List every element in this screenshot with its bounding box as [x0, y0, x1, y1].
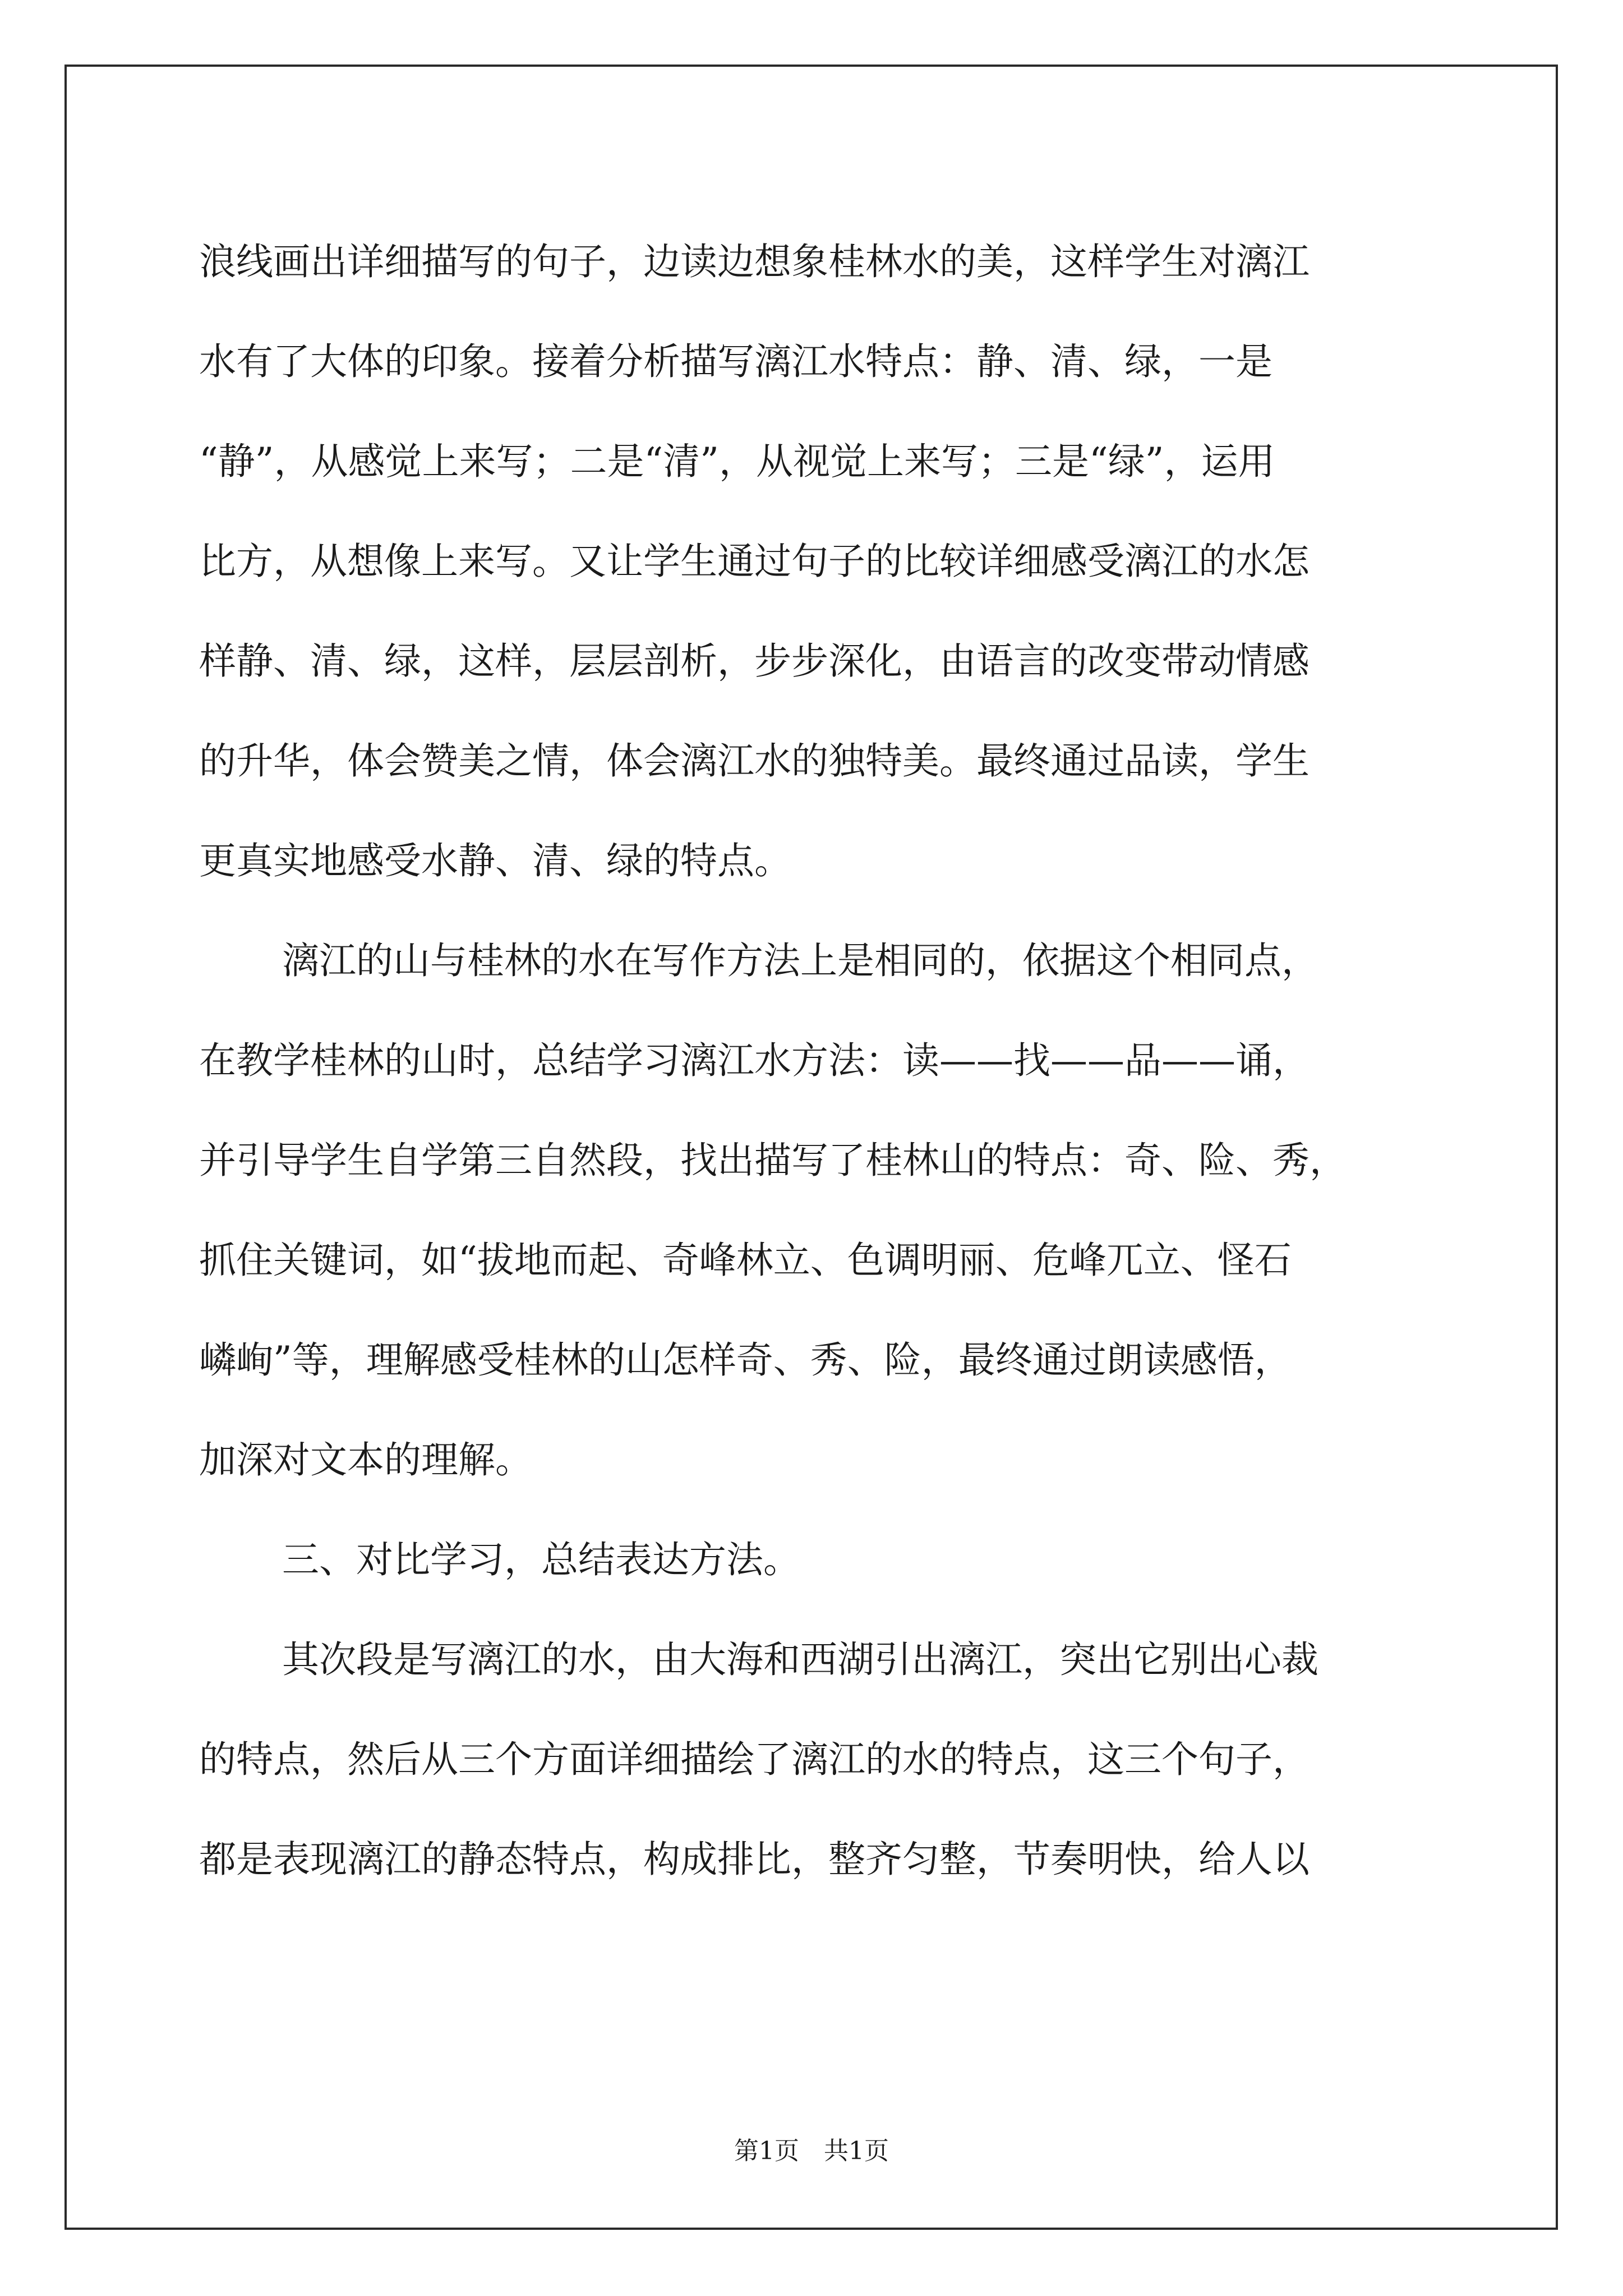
text-line: 比方，从想像上来写。又让学生通过句子的比较详细感受漓江的水怎: [199, 540, 1310, 583]
text-line: 都是表现漓江的静态特点，构成排比，整齐匀整，节奏明快，给人以: [199, 1838, 1310, 1881]
section-heading: 三、对比学习，总结表达方法。: [282, 1538, 800, 1581]
text-line: 样静、清、绿，这样，层层剖析，步步深化，由语言的改变带动情感: [199, 639, 1310, 683]
text-line: 漓江的山与桂林的水在写作方法上是相同的，依据这个相同点，: [282, 939, 1318, 982]
text-line: 的特点，然后从三个方面详细描绘了漓江的水的特点，这三个句子，: [199, 1738, 1310, 1781]
text-line: “静”，从感觉上来写；二是“清”，从视觉上来写；三是“绿”，运用: [199, 440, 1275, 483]
text-line: 更真实地感受水静、清、绿的特点。: [199, 839, 791, 882]
text-line: 嶙峋”等，理解感受桂林的山怎样奇、秀、险，最终通过朗读感悟，: [199, 1338, 1292, 1382]
text-line: 水有了大体的印象。接着分析描写漓江水特点：静、清、绿，一是: [199, 340, 1272, 383]
text-line: 其次段是写漓江的水，由大海和西湖引出漓江，突出它别出心裁: [282, 1638, 1318, 1681]
text-line: 抓住关键词，如“拔地而起、奇峰林立、色调明丽、危峰兀立、怪石: [199, 1239, 1292, 1282]
text-line: 的升华，体会赞美之情，体会漓江水的独特美。最终通过品读，学生: [199, 739, 1310, 783]
page-number-footer: 第1页 共1页: [734, 2137, 889, 2165]
text-line: 加深对文本的理解。: [199, 1438, 532, 1481]
text-line: 并引导学生自学第三自然段，找出描写了桂林山的特点：奇、险、秀，: [199, 1139, 1347, 1182]
text-line: 浪线画出详细描写的句子，边读边想象桂林水的美，这样学生对漓江: [199, 240, 1310, 283]
document-body: [199, 212, 1455, 1910]
text-line: 在教学桂林的山时，总结学习漓江水方法：读——找——品——诵，: [199, 1039, 1310, 1082]
